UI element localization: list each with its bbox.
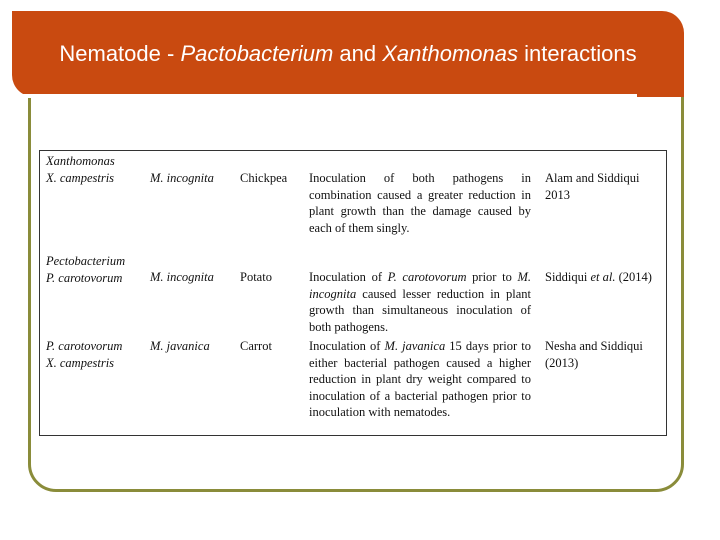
organism-genus: P. carotovorum bbox=[46, 339, 123, 353]
result-italic-text: M. javanica bbox=[384, 339, 446, 353]
organism-cell bbox=[46, 338, 146, 371]
title-underline bbox=[12, 94, 637, 98]
reference-text: Siddiqui bbox=[545, 270, 591, 284]
result-cell bbox=[309, 338, 531, 421]
organism-species: X. campestris bbox=[46, 170, 115, 185]
title-part: Nematode - bbox=[59, 41, 181, 66]
title-part: and bbox=[333, 41, 383, 66]
organism-species: X. campestris bbox=[46, 355, 115, 370]
result-italic-text: P. carotovorum bbox=[387, 270, 467, 284]
title-italic-part: Xanthomonas bbox=[382, 41, 518, 66]
organism-species: P. carotovorum bbox=[46, 270, 123, 285]
slide-title bbox=[12, 41, 684, 67]
nematode-cell: M. javanica bbox=[150, 339, 210, 353]
reference-cell: Nesha and Siddiqui (2013) bbox=[545, 339, 643, 370]
result-text: prior to bbox=[466, 270, 518, 284]
result-italic-text: M. incognita bbox=[309, 270, 532, 301]
reference-italic-text: et al. bbox=[590, 270, 616, 284]
organism-genus: Xanthomonas bbox=[46, 154, 115, 168]
host-cell: Potato bbox=[240, 270, 272, 284]
organism-cell bbox=[46, 153, 146, 186]
result-text: 15 days prior to either bacterial pathogen caused a higher reduction in plant dry weight compared to inoculation of a bacterial pathogen prior to inoculation with nematodes. bbox=[309, 339, 531, 419]
result-text: Inoculation of bbox=[309, 270, 388, 284]
nematode-cell: M. incognita bbox=[150, 171, 214, 185]
reference-cell: Alam and Siddiqui 2013 bbox=[545, 171, 640, 202]
title-bar bbox=[12, 11, 684, 97]
organism-cell bbox=[46, 253, 146, 286]
reference-text: (2014) bbox=[615, 270, 652, 284]
title-italic-part: Pactobacterium bbox=[180, 41, 334, 66]
title-part: interactions bbox=[518, 41, 637, 66]
host-cell: Carrot bbox=[240, 339, 272, 353]
organism-genus: Pectobacterium bbox=[46, 254, 126, 268]
host-cell: Chickpea bbox=[240, 171, 288, 185]
nematode-cell: M. incognita bbox=[150, 270, 214, 284]
result-cell bbox=[309, 269, 531, 335]
result-text: caused lesser reduction in plant growth than simultaneous inoculation of both pathogens. bbox=[309, 286, 531, 334]
reference-cell bbox=[545, 269, 663, 286]
result-text: Inoculation of bbox=[309, 339, 385, 353]
interactions-table bbox=[39, 150, 667, 436]
result-cell: Inoculation of both pathogens in combination caused a greater reduction in plant growth than the damage caused by each of them singly. bbox=[309, 171, 531, 235]
